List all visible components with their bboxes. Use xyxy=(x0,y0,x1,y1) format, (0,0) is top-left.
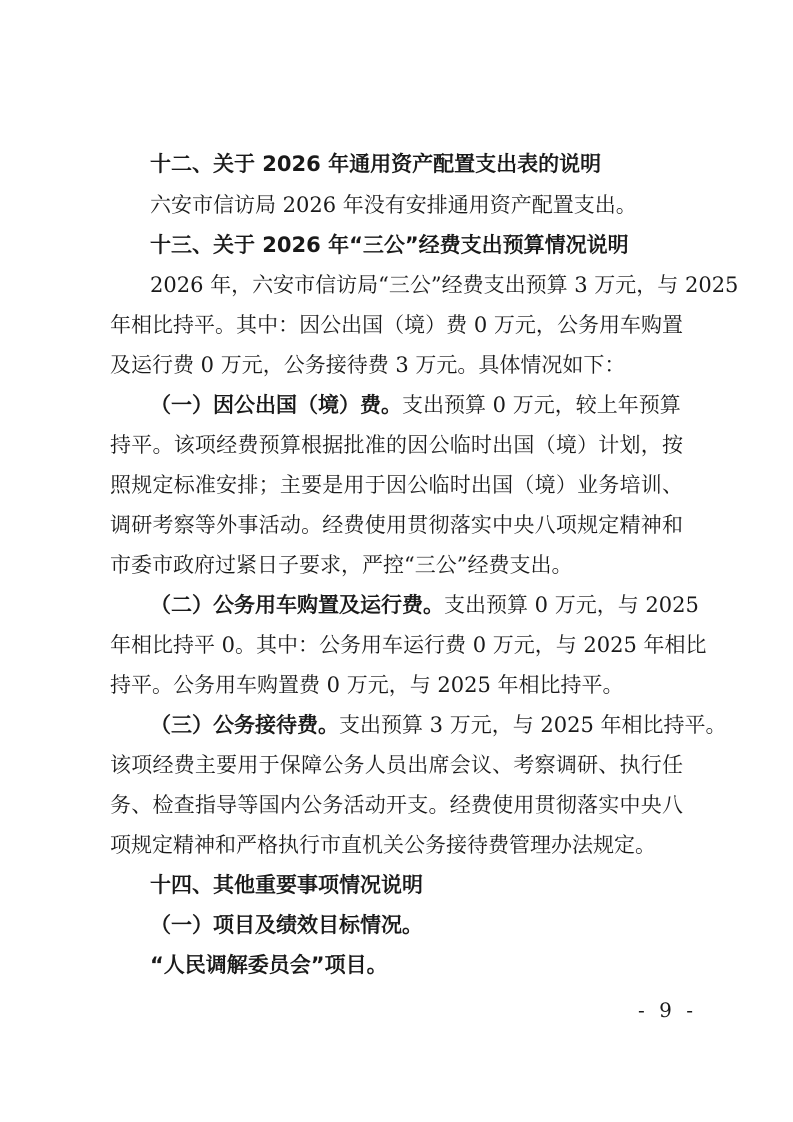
paragraph-line: 该项经费主要用于保障公务人员出席会议、考察调研、执行任 xyxy=(110,753,683,777)
paragraph-line: 年相比持平。其中：因公出国（境）费 0 万元，公务用车购置 xyxy=(110,313,683,337)
section-14-subheading: （一）项目及绩效目标情况。 xyxy=(150,913,423,937)
item-3-first-line-rest: 支出预算 3 万元，与 2025 年相比持平。 xyxy=(339,713,727,737)
item-1-first-line-rest: 支出预算 0 万元，较上年预算 xyxy=(402,393,681,417)
item-3-title: （三）公务接待费。 xyxy=(150,713,339,737)
paragraph-line: 及运行费 0 万元，公务接待费 3 万元。具体情况如下： xyxy=(110,353,626,377)
item-3-first-line xyxy=(0,710,793,740)
item-1-title: （一）因公出国（境）费。 xyxy=(150,393,402,417)
item-2-first-line-rest: 支出预算 0 万元，与 2025 xyxy=(444,593,699,617)
paragraph-line: 持平。公务用车购置费 0 万元，与 2025 年相比持平。 xyxy=(110,673,624,697)
paragraph-line: 2026 年，六安市信访局“三公”经费支出预算 3 万元，与 2025 xyxy=(150,273,739,297)
project-title: “人民调解委员会”项目。 xyxy=(150,953,388,977)
item-2-title: （二）公务用车购置及运行费。 xyxy=(150,593,444,617)
paragraph-line: 年相比持平 0。其中：公务用车运行费 0 万元，与 2025 年相比 xyxy=(110,633,707,657)
paragraph-line: 调研考察等外事活动。经费使用贯彻落实中央八项规定精神和 xyxy=(110,513,683,537)
paragraph-line: 照规定标准安排；主要是用于因公临时出国（境）业务培训、 xyxy=(110,473,683,497)
item-2-first-line xyxy=(0,590,793,620)
section-12-body: 六安市信访局 2026 年没有安排通用资产配置支出。 xyxy=(150,193,637,217)
section-14-heading: 十四、其他重要事项情况说明 xyxy=(150,873,423,897)
paragraph-line: 市委市政府过紧日子要求，严控“三公”经费支出。 xyxy=(110,553,573,577)
section-12-heading: 十二、关于 2026 年通用资产配置支出表的说明 xyxy=(150,152,602,176)
section-13-heading: 十三、关于 2026 年“三公”经费支出预算情况说明 xyxy=(150,233,629,257)
paragraph-line: 务、检查指导等国内公务活动开支。经费使用贯彻落实中央八 xyxy=(110,793,683,817)
page-number: - 9 - xyxy=(638,998,697,1022)
paragraph-line: 持平。该项经费预算根据批准的因公临时出国（境）计划，按 xyxy=(110,433,683,457)
item-1-first-line xyxy=(0,390,793,420)
paragraph-line: 项规定精神和严格执行市直机关公务接待费管理办法规定。 xyxy=(110,833,656,857)
